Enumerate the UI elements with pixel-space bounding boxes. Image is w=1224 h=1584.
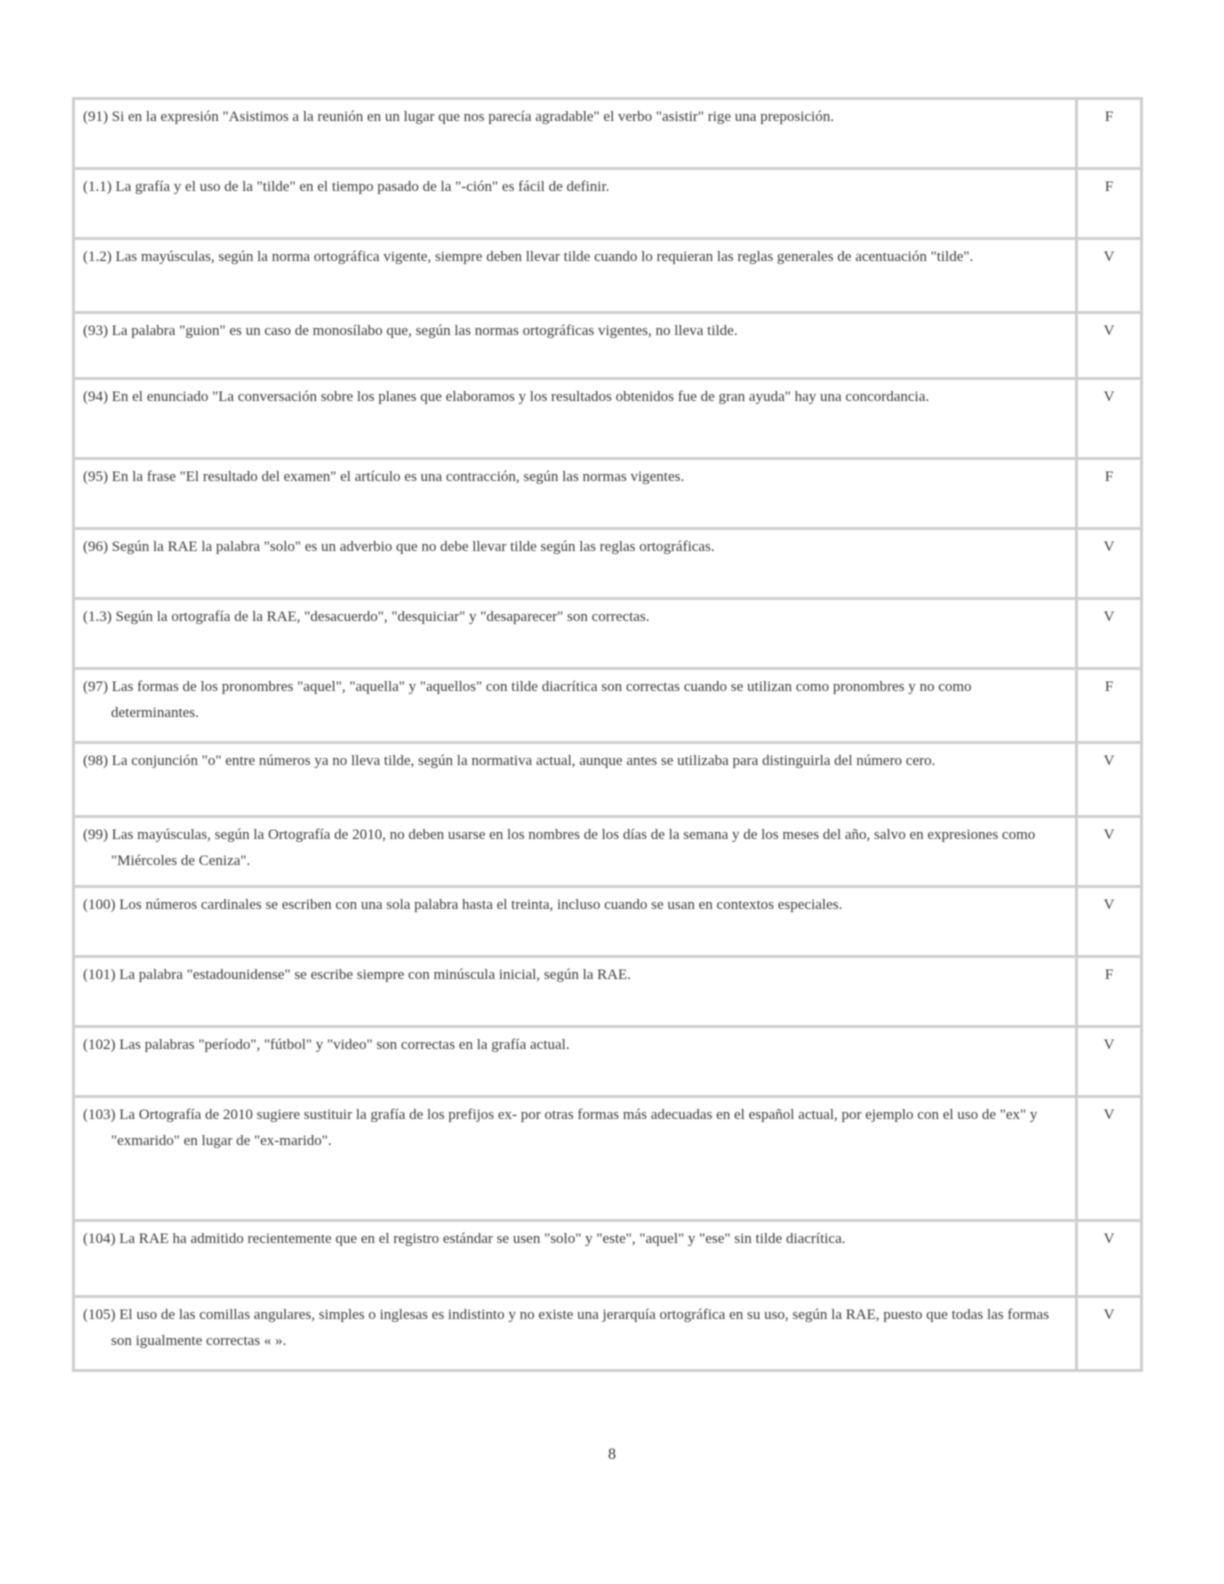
table-row	[74, 1097, 1142, 1221]
answer-cell: F	[1077, 669, 1142, 743]
statement-cell: (1.1) La grafía y el uso de la "tilde" en el tiempo pasado de la "-ción" es fácil de definir.	[74, 169, 1077, 239]
table-row	[74, 817, 1142, 887]
table-row	[74, 529, 1142, 599]
answer-cell: V	[1077, 817, 1142, 887]
answer-cell: V	[1077, 313, 1142, 379]
table-row	[74, 1221, 1142, 1297]
answer-cell: F	[1077, 169, 1142, 239]
answer-cell: V	[1077, 529, 1142, 599]
true-false-table	[72, 97, 1143, 1372]
answer-cell: F	[1077, 99, 1142, 169]
statement-cell: (97) Las formas de los pronombres "aquel", "aquella" y "aquellos" con tilde diacrítica son correctas cuando se utilizan como pronombres y no como determinantes.	[74, 669, 1077, 743]
table-row	[74, 379, 1142, 459]
table-row	[74, 599, 1142, 669]
table-row	[74, 99, 1142, 169]
answer-cell: V	[1077, 1097, 1142, 1221]
statement-cell: (91) Si en la expresión "Asistimos a la reunión en un lugar que nos parecía agradable" el verbo "asistir" rige una preposición.	[74, 99, 1077, 169]
statement-cell: (105) El uso de las comillas angulares, simples o inglesas es indistinto y no existe una jerarquía ortográfica en su uso, según la RAE, puesto que todas las formas son igualmente correctas « ».	[74, 1297, 1077, 1371]
table-row	[74, 1027, 1142, 1097]
table-body	[74, 99, 1142, 1371]
answer-cell: V	[1077, 1221, 1142, 1297]
statement-cell: (99) Las mayúsculas, según la Ortografía de 2010, no deben usarse en los nombres de los días de la semana y de los meses del año, salvo en expresiones como "Miércoles de Ceniza".	[74, 817, 1077, 887]
table-row	[74, 169, 1142, 239]
answer-cell: V	[1077, 239, 1142, 313]
statement-cell: (100) Los números cardinales se escriben con una sola palabra hasta el treinta, incluso cuando se usan en contextos especiales.	[74, 887, 1077, 957]
table-row	[74, 743, 1142, 817]
table-row	[74, 239, 1142, 313]
statement-cell: (104) La RAE ha admitido recientemente que en el registro estándar se usen "solo" y "este", "aquel" y "ese" sin tilde diacrítica.	[74, 1221, 1077, 1297]
statement-cell: (1.2) Las mayúsculas, según la norma ortográfica vigente, siempre deben llevar tilde cuando lo requieran las reglas generales de acentuación "tilde".	[74, 239, 1077, 313]
answer-cell: V	[1077, 887, 1142, 957]
answer-cell: V	[1077, 1297, 1142, 1371]
table-row	[74, 887, 1142, 957]
answer-cell: V	[1077, 599, 1142, 669]
statement-cell: (94) En el enunciado "La conversación sobre los planes que elaboramos y los resultados obtenidos fue de gran ayuda" hay una concordancia.	[74, 379, 1077, 459]
answer-cell: F	[1077, 459, 1142, 529]
table-row	[74, 313, 1142, 379]
table-row	[74, 957, 1142, 1027]
statement-cell: (102) Las palabras "período", "fútbol" y "video" son correctas en la grafía actual.	[74, 1027, 1077, 1097]
statement-cell: (101) La palabra "estadounidense" se escribe siempre con minúscula inicial, según la RAE.	[74, 957, 1077, 1027]
statement-cell: (103) La Ortografía de 2010 sugiere sustituir la grafía de los prefijos ex- por otras formas más adecuadas en el español actual, por ejemplo con el uso de "ex" y "exmarido" en lugar de "ex-marido".	[74, 1097, 1077, 1221]
answer-cell: V	[1077, 379, 1142, 459]
statement-cell: (96) Según la RAE la palabra "solo" es un adverbio que no debe llevar tilde según las reglas ortográficas.	[74, 529, 1077, 599]
answer-cell: F	[1077, 957, 1142, 1027]
answer-cell: V	[1077, 743, 1142, 817]
statement-cell: (93) La palabra "guion" es un caso de monosílabo que, según las normas ortográficas vigentes, no lleva tilde.	[74, 313, 1077, 379]
table-row	[74, 1297, 1142, 1371]
statement-cell: (1.3) Según la ortografía de la RAE, "desacuerdo", "desquiciar" y "desaparecer" son correctas.	[74, 599, 1077, 669]
answer-cell: V	[1077, 1027, 1142, 1097]
table-row	[74, 669, 1142, 743]
page-number: 8	[608, 1446, 616, 1463]
statement-cell: (98) La conjunción "o" entre números ya no lleva tilde, según la normativa actual, aunque antes se utilizaba para distinguirla del número cero.	[74, 743, 1077, 817]
table-row	[74, 459, 1142, 529]
statement-cell: (95) En la frase "El resultado del examen" el artículo es una contracción, según las normas vigentes.	[74, 459, 1077, 529]
